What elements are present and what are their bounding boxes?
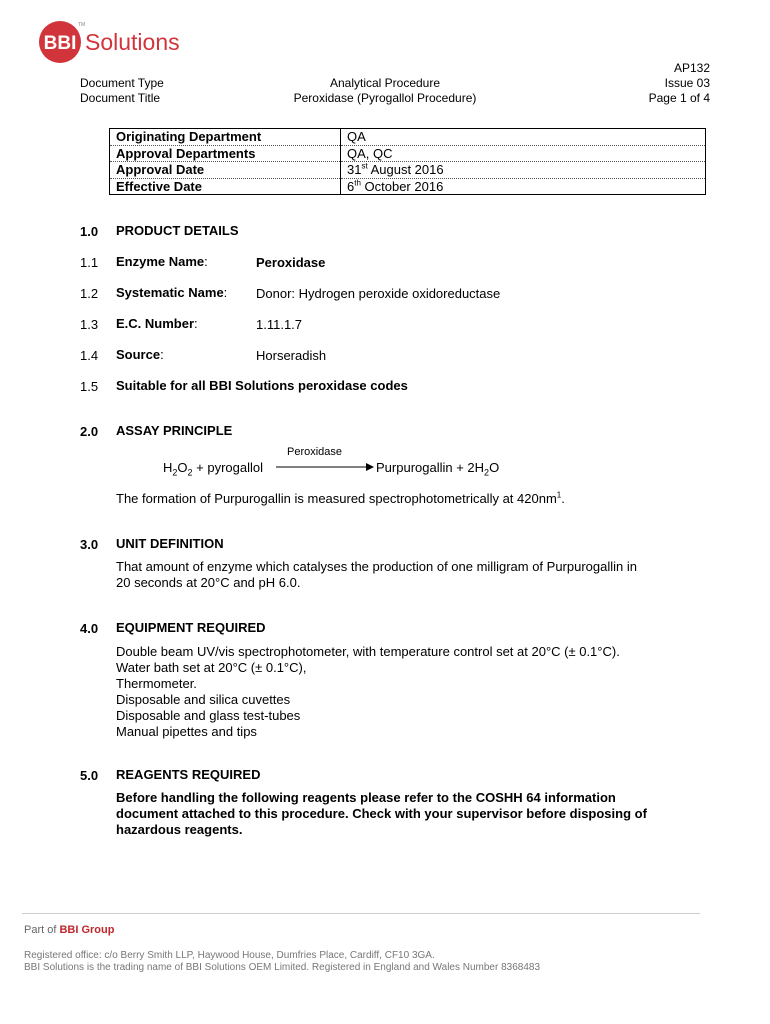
doc-title-label: Document Title (80, 91, 161, 105)
section-3-title: UNIT DEFINITION (116, 536, 224, 551)
table-row (110, 178, 706, 195)
doc-issue: Issue 03 (664, 76, 710, 90)
assay-sentence-text: The formation of Purpurogallin is measured spectrophotometrically at 420nm (116, 491, 557, 506)
item-1-3-number: 1.3 (80, 317, 99, 332)
o-symbol: O (177, 460, 188, 475)
section-5-number: 5.0 (80, 768, 99, 783)
period: . (561, 491, 565, 506)
item-1-1-number: 1.1 (80, 255, 99, 270)
source-label (116, 347, 164, 363)
approval-date-value (341, 162, 706, 179)
o-symbol: O (489, 460, 500, 475)
subscript: 2 (484, 467, 490, 478)
section-1-title: PRODUCT DETAILS (116, 223, 239, 238)
bbi-group-text: BBI Group (59, 924, 115, 936)
enzyme-name-label-text: Enzyme Name (116, 254, 205, 269)
effective-date-label: Effective Date (110, 178, 341, 195)
section-2-title: ASSAY PRINCIPLE (116, 423, 233, 438)
h-symbol: H (163, 460, 173, 475)
safety-warning (116, 790, 647, 838)
table-row (110, 162, 706, 179)
ec-number-label (116, 316, 198, 332)
subscript: 2 (187, 467, 193, 478)
safety-warning-line-3: hazardous reagents. (116, 822, 243, 837)
assay-sentence (116, 491, 565, 507)
item-1-5-number: 1.5 (80, 379, 99, 394)
doc-type-label: Document Type (80, 76, 164, 90)
list-item: Manual pipettes and tips (116, 724, 257, 739)
product-text: Purpurogallin + 2H (376, 460, 485, 475)
safety-warning-line-2: document attached to this procedure. Check with your supervisor before disposing of (116, 806, 647, 821)
ec-number-value: 1.11.1.7 (256, 317, 303, 332)
approval-depts-label: Approval Departments (110, 145, 341, 162)
approval-date-label: Approval Date (110, 162, 341, 179)
footer-trading-name: BBI Solutions is the trading name of BBI Solutions OEM Limited. Registered in England and Wales Number 8368483 (24, 962, 541, 973)
logo-tm: TM (78, 22, 86, 28)
effective-date-day: 6 (347, 178, 355, 194)
section-2-number: 2.0 (80, 424, 99, 439)
reactant-rest: + pyrogallol (192, 460, 264, 475)
colon: : (204, 254, 208, 269)
effective-date-suffix: th (354, 178, 361, 188)
systematic-name-value: Donor: Hydrogen peroxide oxidoreductase (256, 286, 501, 301)
list-item: Double beam UV/vis spectrophotometer, with temperature control set at 20°C (± 0.1°C). (116, 644, 620, 659)
doc-type-value: Analytical Procedure (329, 76, 441, 90)
colon: : (223, 285, 228, 300)
doc-code: AP132 (673, 61, 710, 75)
enzyme-name-label (116, 254, 208, 270)
subscript: 2 (172, 467, 178, 478)
header-labels (80, 76, 164, 106)
list-item: Disposable and silica cuvettes (116, 692, 291, 707)
approval-table (109, 128, 706, 195)
arrow-enzyme-label: Peroxidase (287, 446, 343, 458)
originating-dept-label: Originating Department (110, 129, 341, 146)
part-of-text: Part of (24, 924, 60, 936)
list-item: Thermometer. (116, 676, 197, 691)
reaction-reactants (163, 460, 264, 478)
item-1-2-number: 1.2 (80, 286, 99, 301)
systematic-name-label-text: Systematic Name (116, 285, 224, 300)
doc-page: Page 1 of 4 (648, 91, 710, 105)
header-meta (649, 61, 710, 106)
list-item: Water bath set at 20°C (± 0.1°C), (116, 660, 307, 675)
approval-depts-value: QA, QC (341, 145, 706, 162)
systematic-name-label (116, 285, 227, 301)
section-3-number: 3.0 (80, 537, 99, 552)
approval-date-rest: August 2016 (367, 162, 444, 177)
reference-1: 1 (556, 490, 562, 500)
section-4-title: EQUIPMENT REQUIRED (116, 620, 266, 635)
source-value: Horseradish (256, 348, 327, 363)
doc-title-value: Peroxidase (Pyrogallol Procedure) (293, 91, 477, 105)
effective-date-value (341, 178, 706, 195)
section-1-number: 1.0 (80, 224, 99, 239)
section-5-title: REAGENTS REQUIRED (116, 767, 261, 782)
equipment-list (116, 644, 620, 740)
approval-date-day: 31 (347, 162, 362, 177)
table-row (110, 129, 706, 146)
logo-bbi-text: BBI (43, 33, 77, 54)
logo-solutions-text: Solutions (85, 29, 180, 55)
table-row (110, 145, 706, 162)
ec-number-label-text: E.C. Number (116, 316, 195, 331)
unit-definition-line-2: 20 seconds at 20°C and pH 6.0. (116, 575, 301, 590)
effective-date-rest: October 2016 (360, 178, 444, 194)
bbi-solutions-logo (38, 20, 218, 64)
colon: : (160, 347, 164, 362)
reaction-arrow-icon (276, 461, 374, 473)
safety-warning-line-1: Before handling the following reagents please refer to the COSHH 64 information (116, 790, 616, 805)
enzyme-name-value: Peroxidase (256, 255, 326, 270)
colon: : (194, 316, 198, 331)
suitable-codes-text: Suitable for all BBI Solutions peroxidase codes (116, 378, 408, 393)
approval-date-suffix: st (361, 161, 368, 171)
footer-part-of (24, 924, 114, 936)
list-item: Disposable and glass test-tubes (116, 708, 301, 723)
originating-dept-value: QA (341, 129, 706, 146)
footer-divider (22, 913, 700, 914)
item-1-4-number: 1.4 (80, 348, 99, 363)
header-values (270, 76, 500, 106)
reaction-products (376, 460, 500, 478)
unit-definition-line-1: That amount of enzyme which catalyses the production of one milligram of Purpurogallin in (116, 559, 637, 574)
footer-registered-office: Registered office: c/o Berry Smith LLP, Haywood House, Dumfries Place, Cardiff, CF10 3GA. (24, 950, 435, 961)
source-label-text: Source (116, 347, 161, 362)
section-4-number: 4.0 (80, 621, 99, 636)
